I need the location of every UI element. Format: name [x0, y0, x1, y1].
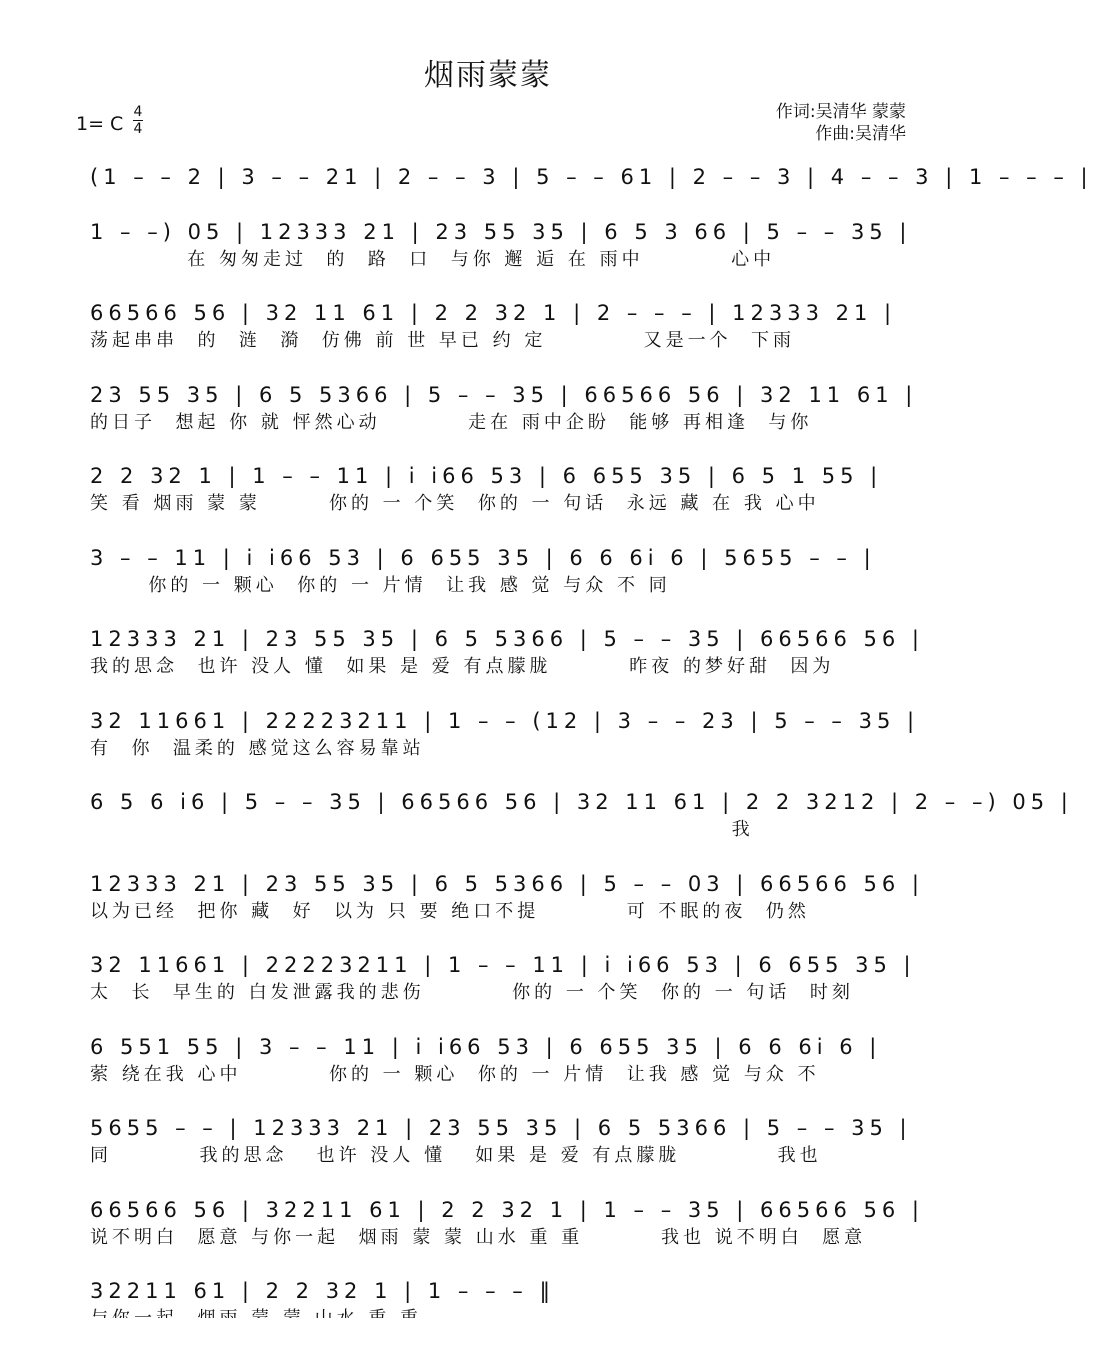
notation-line: 6 5 6 i6 | 5 – – 35 | 66566 56 | 32 11 61 | 2 2 3212 | 2 – –) 05 | — [90, 790, 1073, 814]
lyrics-line: 有 你 温柔的 感觉这么容易靠站 — [90, 738, 425, 759]
lyrics-line: 说不明白 愿意 与你一起 烟雨 蒙 蒙 山水 重 重 我也 说不明白 愿意 — [90, 1227, 867, 1248]
lyrics-line: 在 匆匆走过 的 路 口 与你 邂 逅 在 雨中 心中 — [90, 249, 776, 270]
score-line — [90, 1195, 924, 1251]
lyrics-line: 你的 一 颗心 你的 一 片情 让我 感 觉 与众 不 同 — [90, 575, 671, 596]
notation-line: 12333 21 | 23 55 35 | 6 5 5366 | 5 – – 03 | 66566 56 | — [90, 872, 924, 896]
score-line — [90, 869, 924, 925]
notation-line: 1 – –) 05 | 12333 21 | 23 55 35 | 6 5 3 66 | 5 – – 35 | — [90, 220, 912, 244]
notation-line: 12333 21 | 23 55 35 | 6 5 5366 | 5 – – 35 | 66566 56 | — [90, 627, 924, 651]
notation-line: 32 11661 | 22223211 | 1 – – (12 | 3 – – 23 | 5 – – 35 | — [90, 709, 920, 733]
lyrics-line: 太 长 早生的 白发泄露我的悲伤 你的 一 个笑 你的 一 句话 时刻 — [90, 982, 854, 1003]
page-bottom-edge — [0, 1318, 976, 1355]
lyrics-line: 我 — [90, 819, 754, 840]
score-line — [90, 298, 910, 354]
time-signature-top: 4 — [133, 104, 143, 120]
notation-line: (1 – – 2 | 3 – – 21 | 2 – – 3 | 5 – – 61 | 2 – – 3 | 4 – – 3 | 1 – – – | — [90, 165, 1093, 189]
composer-credit: 作曲:吴清华 — [815, 124, 906, 144]
score-line — [90, 624, 924, 680]
notation-line: 2 2 32 1 | 1 – – 11 | i i66 53 | 6 655 35 | 6 5 1 55 | — [90, 464, 883, 488]
score-line — [90, 1032, 910, 1088]
score-line — [90, 543, 910, 599]
song-title: 烟雨蒙蒙 — [424, 58, 552, 93]
time-signature — [133, 105, 143, 136]
notation-line: 32 11661 | 22223211 | 1 – – 11 | i i66 53 | 6 655 35 | — [90, 953, 916, 977]
lyricist-credit: 作词:吴清华 蒙蒙 — [775, 102, 906, 122]
notation-line: 66566 56 | 32211 61 | 2 2 32 1 | 1 – – 35 | 66566 56 | — [90, 1198, 924, 1222]
lyrics-line: 萦 绕在我 心中 你的 一 颗心 你的 一 片情 让我 感 觉 与众 不 — [90, 1064, 820, 1085]
score-line — [90, 380, 918, 436]
lyrics-line — [90, 192, 910, 218]
score-line — [90, 461, 910, 517]
notation-line: 32211 61 | 2 2 32 1 | 1 – – – ‖ — [90, 1279, 555, 1303]
lyrics-line: 荡起串串 的 涟 漪 仿佛 前 世 早已 约 定 又是一个 下雨 — [90, 330, 796, 351]
lyrics-line: 的日子 想起 你 就 怦然心动 走在 雨中企盼 能够 再相逢 与你 — [90, 412, 813, 433]
notation-line: 66566 56 | 32 11 61 | 2 2 32 1 | 2 – – – | 12333 21 | — [90, 301, 897, 325]
notation-line: 6 551 55 | 3 – – 11 | i i66 53 | 6 655 35 | 6 6 6i 6 | — [90, 1035, 882, 1059]
score-line — [90, 787, 1073, 843]
key-signature: 1= C — [76, 113, 124, 135]
lyrics-line: 同 我的思念 也许 没人 懂 如果 是 爱 有点朦胧 我也 — [90, 1145, 822, 1166]
lyrics-line: 以为已经 把你 藏 好 以为 只 要 绝口不提 可 不眠的夜 仍然 — [90, 901, 810, 922]
score-line — [90, 217, 910, 273]
lyrics-line: 笑 看 烟雨 蒙 蒙 你的 一 个笑 你的 一 句话 永远 藏 在 我 心中 — [90, 493, 820, 514]
score-line — [90, 1113, 910, 1169]
notation-line: 5655 – – | 12333 21 | 23 55 35 | 6 5 5366 | 5 – – 35 | — [90, 1116, 912, 1140]
score-line — [90, 162, 1093, 218]
score-line — [90, 950, 916, 1006]
notation-line: 3 – – 11 | i i66 53 | 6 655 35 | 6 6 6i 6 | 5655 – – | — [90, 546, 876, 570]
notation-line: 23 55 35 | 6 5 5366 | 5 – – 35 | 66566 56 | 32 11 61 | — [90, 383, 918, 407]
score-line — [90, 706, 920, 762]
lyrics-line: 我的思念 也许 没人 懂 如果 是 爱 有点朦胧 昨夜 的梦好甜 因为 — [90, 656, 835, 677]
time-signature-bottom: 4 — [133, 121, 143, 137]
